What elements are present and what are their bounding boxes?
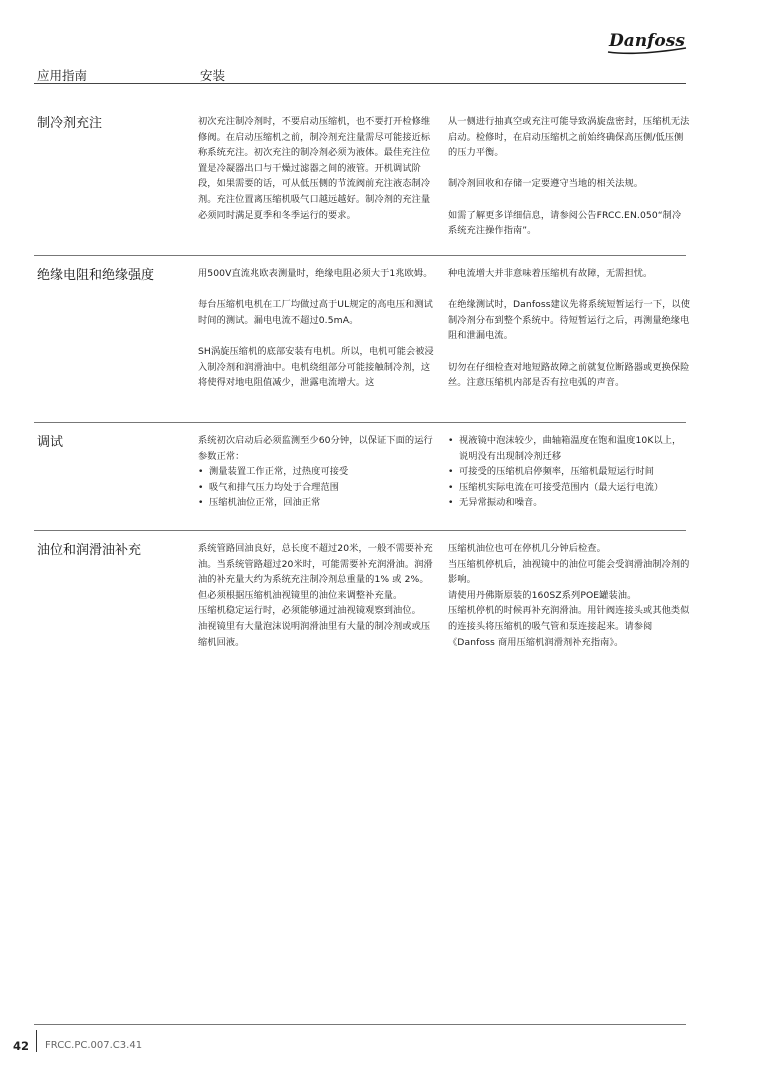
section-left-column: [198, 266, 436, 391]
bullet-list: [448, 433, 690, 511]
page-number: 42: [13, 1039, 30, 1053]
list-item: • 吸气和排气压力均处于合理范围: [198, 480, 436, 496]
paragraph: 请使用丹佛斯原装的160SZ系列POE罐装油。: [448, 589, 637, 601]
paragraph: 压缩机稳定运行时，必须能够通过油视镜观察到油位。: [198, 605, 421, 617]
section-right-column: [448, 541, 690, 650]
section-title: 油位和润滑油补充: [37, 543, 142, 558]
list-item: • 无异常振动和噪音。: [448, 495, 690, 511]
paragraph: 从一侧进行抽真空或充注可能导致涡旋盘密封，压缩机无法启动。检修时，在启动压缩机之前始终确保高压侧/低压侧的压力平衡。: [448, 116, 690, 159]
paragraph: 用500V直流兆欧表测量时，绝缘电阻必须大于1兆欧姆。: [198, 268, 433, 279]
bullet-list: [198, 464, 436, 511]
paragraph: 制冷剂回收和存储一定要遵守当地的相关法规。: [448, 178, 644, 190]
svg-text:Danfoss: Danfoss: [609, 31, 685, 51]
paragraph: 切勿在仔细检查对地短路故障之前就复位断路器或更换保险丝。注意压缩机内部是否有拉电弧的声音。: [448, 361, 690, 389]
danfoss-logo-icon: [606, 26, 688, 56]
section-right-column: [448, 266, 690, 391]
section-divider: [34, 422, 686, 423]
document-code: FRCC.PC.007.C3.41: [45, 1040, 143, 1051]
paragraph: 初次充注制冷剂时，不要启动压缩机，也不要打开检修维修阀。在启动压缩机之前，制冷剂充注量需尽可能接近标称系统充注。初次充注的制冷剂必须为液体。最佳充注位置是冷凝器出口与干燥过滤器之间的液管。开机调试阶段，如果需要的话，可从低压侧的节流阀前充注液态制冷剂。充注位置离压缩机吸气口越远越好。制冷剂的充注量必须同时满足夏季和冬季运行的要求。: [198, 116, 431, 221]
list-item: • 压缩机油位正常，回油正常: [198, 495, 436, 511]
danfoss-logo: [606, 26, 688, 56]
section-title: 绝缘电阻和绝缘强度: [37, 268, 155, 283]
guide-topic: 安装: [200, 68, 226, 83]
paragraph: 种电流增大并非意味着压缩机有故障，无需担忧。: [448, 268, 653, 279]
paragraph: 系统管路回油良好，总长度不超过20米，一般不需要补充油。当系统管路超过20米时，可能需要补充润滑油。润滑油的补充量大约为系统充注制冷剂总重量的1% 或 2%。但必须根据压缩机油视镜里的油位来调整补充量。: [198, 543, 433, 601]
paragraph: 当压缩机停机后，油视镜中的油位可能会受润滑油制冷剂的影响。: [448, 558, 690, 586]
section-title: 制冷剂充注: [37, 116, 103, 131]
section-divider: [34, 255, 686, 256]
section-left-column: [198, 433, 436, 511]
list-item: • 可接受的压缩机启停频率，压缩机最短运行时间: [448, 464, 690, 480]
paragraph: 每台压缩机电机在工厂均做过高于UL规定的高电压和测试时间的测试。漏电电流不超过0.5mA。: [198, 299, 433, 326]
footer-divider: [34, 1024, 686, 1025]
paragraph: 如需了解更多详细信息，请参阅公告FRCC.EN.050“制冷系统充注操作指南”。: [448, 209, 682, 237]
list-item: • 测量装置工作正常，过热度可接受: [198, 464, 436, 480]
paragraph: 压缩机油位也可在停机几分钟后检查。: [448, 543, 606, 554]
section-title: 调试: [37, 435, 64, 450]
section-left-column: [198, 541, 436, 650]
paragraph: 油视镜里有大量泡沫说明润滑油里有大量的制冷剂或或压缩机回液。: [198, 620, 431, 648]
paragraph: 系统初次启动后必须监测至少60分钟，以保证下面的运行参数正常：: [198, 435, 433, 462]
section-divider: [34, 530, 686, 531]
section-right-column: [448, 433, 690, 511]
section-right-column: [448, 114, 690, 239]
header-divider: [34, 83, 686, 84]
paragraph: 在绝缘测试时，Danfoss建议先将系统短暂运行一下，以使制冷剂分布到整个系统中。待短暂运行之后，再测量绝缘电阻和泄漏电流。: [448, 299, 690, 342]
list-item: • 压缩机实际电流在可接受范围内（最大运行电流）: [448, 480, 690, 496]
guide-category: 应用指南: [37, 68, 88, 83]
list-item: • 视液镜中泡沫较少，曲轴箱温度在饱和温度10K以上，说明没有出现制冷剂迁移: [448, 433, 690, 464]
paragraph: 压缩机停机的时候再补充润滑油。用针阀连接头或其他类似的连接头将压缩机的吸气管和泵连接起来。请参阅《Danfoss 商用压缩机润滑剂补充指南》。: [448, 605, 690, 648]
section-left-column: [198, 114, 436, 223]
paragraph: SH涡旋压缩机的底部安装有电机。所以，电机可能会被浸入制冷剂和润滑油中。电机绕组部分可能接触制冷剂，这将使得对地电阻值减少，泄露电流增大。这: [198, 345, 434, 389]
footer-separator: [36, 1030, 37, 1052]
